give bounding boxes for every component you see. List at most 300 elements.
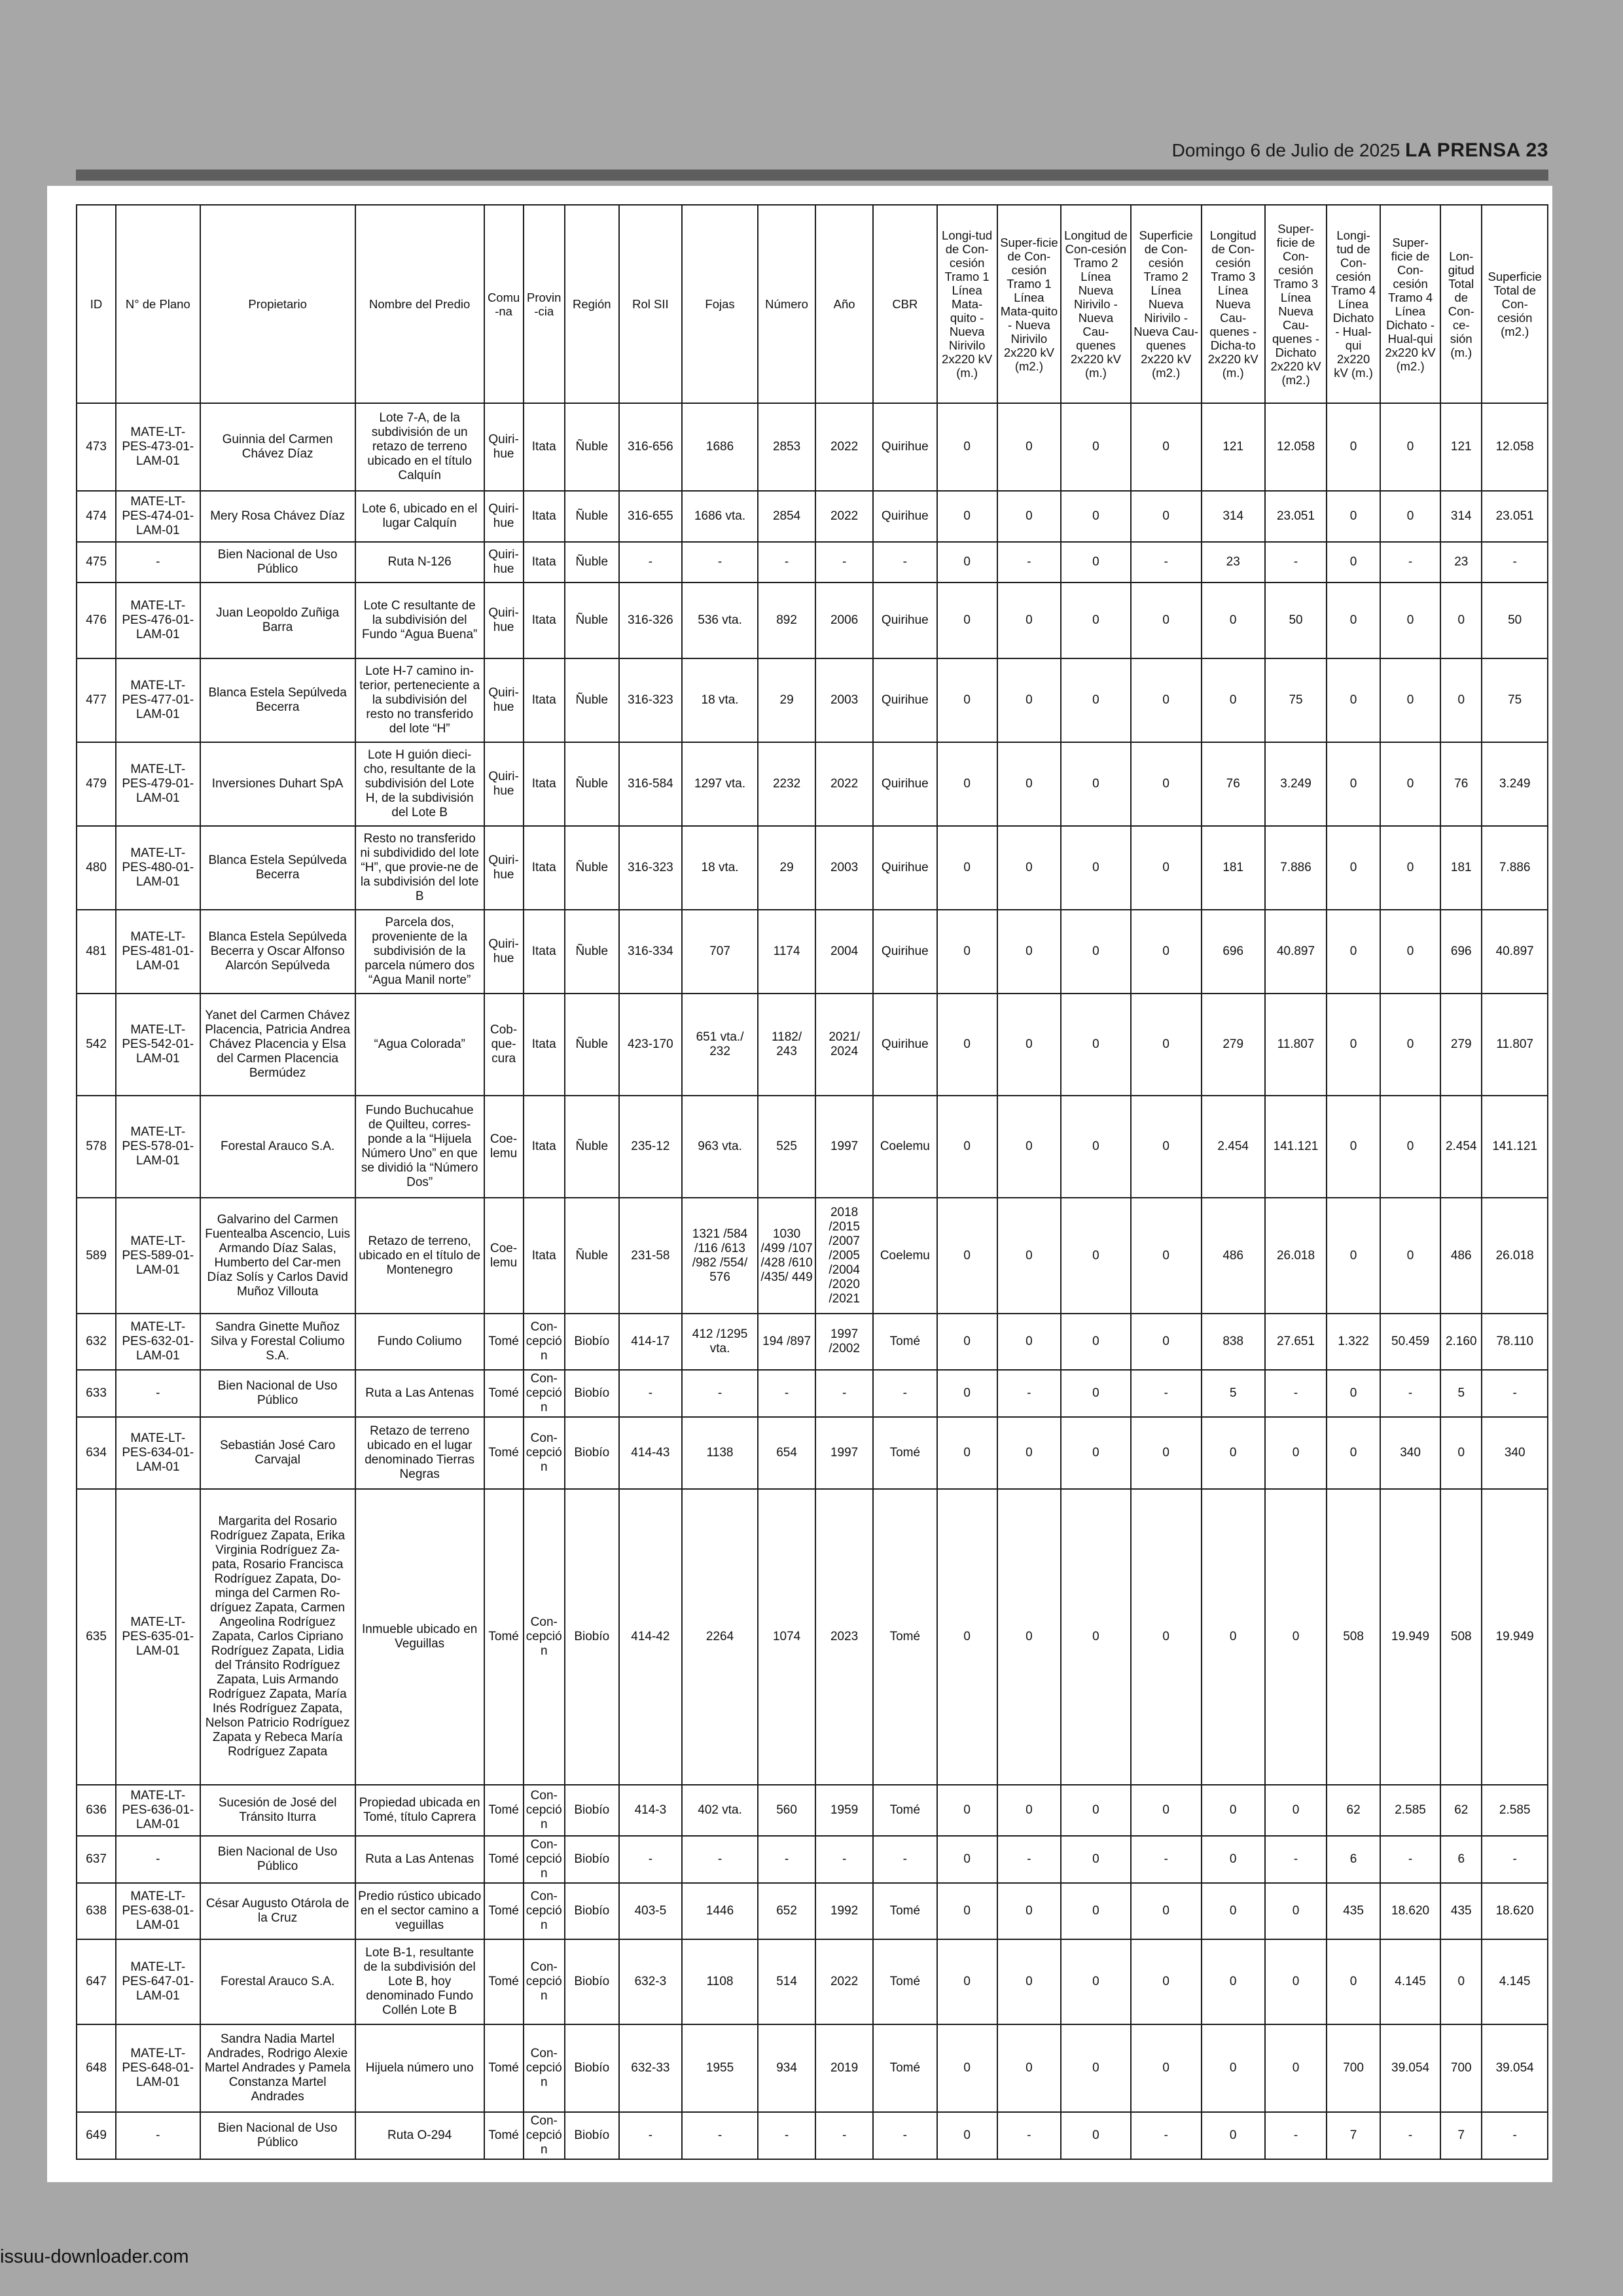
table-cell: 2003: [815, 658, 873, 742]
table-cell: 0: [937, 542, 997, 583]
table-cell: Quirihue: [873, 994, 936, 1096]
table-cell: Resto no transferido ni subdividido del lote “H”, que provie-ne de la subdivisión del lote B: [355, 826, 484, 910]
table-cell: 634: [77, 1417, 116, 1489]
table-cell: 0: [1131, 1939, 1202, 2024]
column-header: Provin-cia: [524, 205, 565, 403]
table-row: [77, 1883, 1548, 1939]
table-row: [77, 1096, 1548, 1198]
table-cell: -: [1131, 2112, 1202, 2159]
table-cell: 0: [1440, 583, 1482, 658]
table-row: [77, 2112, 1548, 2159]
table-cell: Ñuble: [565, 658, 619, 742]
table-cell: MATE-LT-PES-578-01-LAM-01: [116, 1096, 200, 1198]
column-header: Longi-tud de Con-cesión Tramo 4 Línea Dichato - Hual-qui 2x220 kV (m.): [1327, 205, 1380, 403]
table-cell: MATE-LT-PES-542-01-LAM-01: [116, 994, 200, 1096]
table-cell: Quiri-hue: [484, 542, 524, 583]
table-cell: Inmueble ubicado en Veguillas: [355, 1489, 484, 1785]
table-cell: 0: [1061, 1370, 1131, 1417]
table-cell: 1174: [758, 910, 815, 994]
table-cell: 1108: [682, 1939, 758, 2024]
table-cell: 0: [1131, 1417, 1202, 1489]
table-cell: 0: [1061, 1314, 1131, 1370]
table-cell: 2854: [758, 491, 815, 542]
table-cell: 0: [1440, 658, 1482, 742]
column-header: Longi-tud de Con-cesión Tramo 1 Línea Mata-quito - Nueva Nirivilo 2x220 kV (m.): [937, 205, 997, 403]
table-cell: 29: [758, 826, 815, 910]
table-cell: 0: [1380, 403, 1440, 491]
table-cell: Inversiones Duhart SpA: [200, 742, 355, 826]
table-cell: -: [997, 2112, 1061, 2159]
table-cell: 479: [77, 742, 116, 826]
table-cell: 2264: [682, 1489, 758, 1785]
table-cell: 475: [77, 542, 116, 583]
table-cell: 0: [1131, 1096, 1202, 1198]
table-cell: Parcela dos, proveniente de la subdivisión de la parcela número dos “Agua Manil norte”: [355, 910, 484, 994]
page-header: [76, 137, 1548, 164]
table-cell: Tomé: [484, 2024, 524, 2112]
table-cell: 0: [1131, 2024, 1202, 2112]
table-cell: Tomé: [484, 1785, 524, 1836]
table-cell: 0: [1327, 542, 1380, 583]
table-cell: Ñuble: [565, 826, 619, 910]
table-cell: 0: [1061, 994, 1131, 1096]
table-cell: -: [1131, 542, 1202, 583]
table-cell: 235-12: [619, 1096, 682, 1198]
table-cell: 633: [77, 1370, 116, 1417]
table-cell: 0: [937, 1314, 997, 1370]
table-cell: 26.018: [1265, 1198, 1327, 1314]
table-cell: 0: [997, 1314, 1061, 1370]
table-header-row: [77, 205, 1548, 403]
table-cell: MATE-LT-PES-473-01-LAM-01: [116, 403, 200, 491]
table-cell: 78.110: [1482, 1314, 1548, 1370]
table-cell: -: [619, 2112, 682, 2159]
table-cell: Biobío: [565, 1785, 619, 1836]
table-cell: MATE-LT-PES-638-01-LAM-01: [116, 1883, 200, 1939]
table-cell: Cob-que-cura: [484, 994, 524, 1096]
table-cell: -: [116, 542, 200, 583]
table-cell: 2.585: [1482, 1785, 1548, 1836]
table-cell: 0: [1061, 742, 1131, 826]
table-cell: 0: [997, 742, 1061, 826]
table-cell: 4.145: [1482, 1939, 1548, 2024]
table-cell: 0: [1131, 1785, 1202, 1836]
table-cell: 2021/ 2024: [815, 994, 873, 1096]
table-cell: 632-33: [619, 2024, 682, 2112]
table-cell: -: [815, 1370, 873, 1417]
table-cell: Itata: [524, 910, 565, 994]
table-cell: 477: [77, 658, 116, 742]
table-cell: -: [997, 1370, 1061, 1417]
table-cell: 0: [997, 403, 1061, 491]
newspaper-page: [47, 186, 1552, 2182]
table-cell: 18 vta.: [682, 658, 758, 742]
table-cell: Quirihue: [873, 910, 936, 994]
table-cell: 0: [937, 583, 997, 658]
table-cell: 23: [1440, 542, 1482, 583]
table-cell: 0: [1327, 583, 1380, 658]
table-cell: 0: [1061, 826, 1131, 910]
table-row: [77, 658, 1548, 742]
table-cell: 0: [1061, 1198, 1131, 1314]
table-cell: César Augusto Otárola de la Cruz: [200, 1883, 355, 1939]
table-cell: 0: [1131, 403, 1202, 491]
table-cell: 314: [1440, 491, 1482, 542]
table-cell: Tomé: [484, 1314, 524, 1370]
table-cell: Bien Nacional de Uso Público: [200, 1370, 355, 1417]
table-cell: 0: [1265, 1489, 1327, 1785]
table-cell: Lote H guión dieci-cho, resultante de la subdivisión del Lote H, de la subdivisión del Lote B: [355, 742, 484, 826]
table-cell: Margarita del Rosario Rodríguez Zapata, Erika Virginia Rodríguez Za-pata, Rosario Francisca Rodríguez Zapata, Do-minga del Carmen Ro-dríguez Zapata, Carmen Angeolina Rodríguez Zapata, Carlos Cipriano Rodríguez Zapata, Lidia del Tránsito Rodríguez Zapata, Luis Armando Rodríguez Zapata, María Inés Rodríguez Zapata, Nelson Patricio Rodríguez Zapata y Rebeca María Rodríguez Zapata: [200, 1489, 355, 1785]
table-cell: Propiedad ubicada en Tomé, título Caprera: [355, 1785, 484, 1836]
table-cell: 0: [1061, 542, 1131, 583]
table-cell: 4.145: [1380, 1939, 1440, 2024]
table-cell: Con-cepción: [524, 1883, 565, 1939]
table-cell: Quirihue: [873, 583, 936, 658]
table-cell: 0: [937, 1785, 997, 1836]
table-cell: 40.897: [1482, 910, 1548, 994]
table-cell: Tomé: [873, 1939, 936, 2024]
table-cell: 121: [1202, 403, 1265, 491]
table-cell: -: [1380, 1370, 1440, 1417]
table-row: [77, 542, 1548, 583]
table-cell: 0: [937, 1836, 997, 1883]
table-cell: “Agua Colorada”: [355, 994, 484, 1096]
table-cell: 2006: [815, 583, 873, 658]
table-cell: 414-3: [619, 1785, 682, 1836]
table-cell: 647: [77, 1939, 116, 2024]
table-cell: 0: [1265, 2024, 1327, 2112]
table-cell: 2023: [815, 1489, 873, 1785]
table-cell: Quiri-hue: [484, 826, 524, 910]
table-cell: 0: [1327, 1417, 1380, 1489]
table-cell: 0: [1061, 491, 1131, 542]
table-cell: Hijuela número uno: [355, 2024, 484, 2112]
table-cell: 181: [1202, 826, 1265, 910]
table-cell: 0: [1202, 2024, 1265, 2112]
table-cell: 316-334: [619, 910, 682, 994]
table-cell: 632: [77, 1314, 116, 1370]
table-cell: 1997 /2002: [815, 1314, 873, 1370]
table-cell: -: [873, 2112, 936, 2159]
table-cell: Fundo Buchucahue de Quilteu, corres-ponde a la “Hijuela Número Uno” en que se dividió la “Número Dos”: [355, 1096, 484, 1198]
table-cell: 316-323: [619, 826, 682, 910]
table-row: [77, 583, 1548, 658]
table-cell: 1686: [682, 403, 758, 491]
table-cell: 0: [1265, 1883, 1327, 1939]
column-header: Nombre del Predio: [355, 205, 484, 403]
table-cell: 0: [1265, 1939, 1327, 2024]
table-cell: 19.949: [1482, 1489, 1548, 1785]
table-cell: Con-cepción: [524, 1489, 565, 1785]
table-cell: 75: [1265, 658, 1327, 742]
table-cell: MATE-LT-PES-634-01-LAM-01: [116, 1417, 200, 1489]
table-cell: -: [1380, 2112, 1440, 2159]
table-cell: 2.585: [1380, 1785, 1440, 1836]
table-cell: Con-cepción: [524, 1836, 565, 1883]
table-cell: Coelemu: [873, 1198, 936, 1314]
table-cell: 2004: [815, 910, 873, 994]
table-cell: 0: [937, 2112, 997, 2159]
table-body: [77, 403, 1548, 2159]
table-cell: MATE-LT-PES-589-01-LAM-01: [116, 1198, 200, 1314]
table-cell: 1030 /499 /107 /428 /610 /435/ 449: [758, 1198, 815, 1314]
table-cell: Ruta a Las Antenas: [355, 1836, 484, 1883]
table-cell: 0: [1061, 583, 1131, 658]
table-cell: Quiri-hue: [484, 910, 524, 994]
table-cell: 0: [1327, 658, 1380, 742]
table-cell: Coe-lemu: [484, 1096, 524, 1198]
table-cell: 1959: [815, 1785, 873, 1836]
table-cell: 0: [997, 1417, 1061, 1489]
table-cell: 0: [1061, 403, 1131, 491]
table-cell: MATE-LT-PES-480-01-LAM-01: [116, 826, 200, 910]
table-cell: 316-326: [619, 583, 682, 658]
table-cell: 50: [1265, 583, 1327, 658]
table-cell: Tomé: [484, 1417, 524, 1489]
table-cell: -: [1131, 1370, 1202, 1417]
table-cell: 0: [1202, 1785, 1265, 1836]
table-cell: Biobío: [565, 2112, 619, 2159]
table-cell: Ñuble: [565, 542, 619, 583]
table-cell: 1955: [682, 2024, 758, 2112]
table-cell: 0: [937, 1370, 997, 1417]
table-cell: 476: [77, 583, 116, 658]
table-row: [77, 1836, 1548, 1883]
table-cell: Con-cepción: [524, 1939, 565, 2024]
table-cell: Con-cepción: [524, 2024, 565, 2112]
table-cell: -: [619, 542, 682, 583]
table-cell: -: [873, 1836, 936, 1883]
table-cell: 39.054: [1482, 2024, 1548, 2112]
table-cell: -: [758, 2112, 815, 2159]
table-cell: MATE-LT-PES-632-01-LAM-01: [116, 1314, 200, 1370]
table-cell: 3.249: [1265, 742, 1327, 826]
table-cell: 412 /1295 vta.: [682, 1314, 758, 1370]
table-cell: 435: [1327, 1883, 1380, 1939]
table-cell: Itata: [524, 583, 565, 658]
table-cell: 1686 vta.: [682, 491, 758, 542]
table-cell: -: [815, 2112, 873, 2159]
table-cell: Quiri-hue: [484, 742, 524, 826]
table-row: [77, 2024, 1548, 2112]
table-cell: MATE-LT-PES-476-01-LAM-01: [116, 583, 200, 658]
table-cell: Tomé: [873, 1883, 936, 1939]
table-cell: Quiri-hue: [484, 403, 524, 491]
table-cell: 649: [77, 2112, 116, 2159]
table-cell: 316-655: [619, 491, 682, 542]
header-date: Domingo 6 de Julio de 2025: [1171, 140, 1400, 160]
table-cell: 0: [937, 1939, 997, 2024]
table-cell: Quirihue: [873, 403, 936, 491]
table-cell: Ruta N-126: [355, 542, 484, 583]
table-cell: Tomé: [873, 1785, 936, 1836]
table-cell: Quiri-hue: [484, 491, 524, 542]
table-cell: MATE-LT-PES-479-01-LAM-01: [116, 742, 200, 826]
table-cell: 542: [77, 994, 116, 1096]
watermark-text: issuu-downloader.com: [0, 2246, 189, 2267]
table-cell: Quirihue: [873, 826, 936, 910]
table-cell: 0: [1380, 910, 1440, 994]
table-cell: 637: [77, 1836, 116, 1883]
table-cell: 423-170: [619, 994, 682, 1096]
table-cell: Con-cepción: [524, 2112, 565, 2159]
table-cell: 0: [1380, 994, 1440, 1096]
table-cell: 0: [1202, 658, 1265, 742]
table-cell: 0: [937, 403, 997, 491]
table-cell: 121: [1440, 403, 1482, 491]
table-cell: 50.459: [1380, 1314, 1440, 1370]
table-cell: 1074: [758, 1489, 815, 1785]
table-cell: 0: [997, 1489, 1061, 1785]
table-cell: 0: [1327, 1939, 1380, 2024]
table-cell: 0: [1131, 742, 1202, 826]
table-cell: 435: [1440, 1883, 1482, 1939]
table-cell: 635: [77, 1489, 116, 1785]
table-cell: 0: [937, 910, 997, 994]
table-row: [77, 1417, 1548, 1489]
table-cell: 0: [1131, 491, 1202, 542]
table-cell: 636: [77, 1785, 116, 1836]
table-cell: Quiri-hue: [484, 658, 524, 742]
table-cell: -: [116, 2112, 200, 2159]
table-cell: -: [815, 1836, 873, 1883]
table-cell: 2018 /2015 /2007 /2005 /2004 /2020 /2021: [815, 1198, 873, 1314]
table-cell: Tomé: [873, 2024, 936, 2112]
table-cell: 29: [758, 658, 815, 742]
table-cell: 0: [1380, 491, 1440, 542]
concession-table: [76, 204, 1548, 2160]
table-cell: Lote C resultante de la subdivisión del Fundo “Agua Buena”: [355, 583, 484, 658]
table-cell: -: [1380, 1836, 1440, 1883]
column-header: Comu-na: [484, 205, 524, 403]
table-row: [77, 826, 1548, 910]
table-cell: 1138: [682, 1417, 758, 1489]
table-cell: 0: [997, 2024, 1061, 2112]
table-cell: 5: [1202, 1370, 1265, 1417]
table-cell: -: [997, 1836, 1061, 1883]
table-cell: 23.051: [1482, 491, 1548, 542]
table-cell: 0: [1061, 1489, 1131, 1785]
table-cell: 0: [1061, 1836, 1131, 1883]
table-cell: Ñuble: [565, 742, 619, 826]
table-cell: -: [682, 542, 758, 583]
table-cell: 0: [1440, 1417, 1482, 1489]
table-cell: -: [1380, 542, 1440, 583]
table-cell: 39.054: [1380, 2024, 1440, 2112]
table-cell: 1992: [815, 1883, 873, 1939]
table-cell: 0: [1131, 1489, 1202, 1785]
table-cell: -: [682, 1370, 758, 1417]
table-cell: 0: [1327, 1096, 1380, 1198]
table-cell: 638: [77, 1883, 116, 1939]
table-cell: Tomé: [484, 1883, 524, 1939]
table-cell: Itata: [524, 1198, 565, 1314]
table-cell: -: [1131, 1836, 1202, 1883]
column-header: Propietario: [200, 205, 355, 403]
table-row: [77, 1314, 1548, 1370]
table-cell: 5: [1440, 1370, 1482, 1417]
table-cell: 340: [1482, 1417, 1548, 1489]
table-cell: 0: [997, 658, 1061, 742]
table-cell: 26.018: [1482, 1198, 1548, 1314]
column-header: Fojas: [682, 205, 758, 403]
table-cell: 316-323: [619, 658, 682, 742]
table-cell: 6: [1327, 1836, 1380, 1883]
table-cell: 0: [1131, 1883, 1202, 1939]
table-cell: -: [116, 1370, 200, 1417]
column-header: CBR: [873, 205, 936, 403]
column-header: Longitud de Con-cesión Tramo 3 Línea Nueva Cau-quenes - Dicha-to 2x220 kV (m.): [1202, 205, 1265, 403]
table-cell: 0: [1380, 826, 1440, 910]
table-cell: Biobío: [565, 1836, 619, 1883]
table-cell: 2853: [758, 403, 815, 491]
table-cell: -: [1482, 1370, 1548, 1417]
column-header: Rol SII: [619, 205, 682, 403]
table-cell: -: [873, 1370, 936, 1417]
table-cell: 3.249: [1482, 742, 1548, 826]
table-cell: -: [997, 542, 1061, 583]
table-cell: MATE-LT-PES-474-01-LAM-01: [116, 491, 200, 542]
column-header: ID: [77, 205, 116, 403]
table-cell: MATE-LT-PES-647-01-LAM-01: [116, 1939, 200, 2024]
table-cell: 231-58: [619, 1198, 682, 1314]
column-header: Región: [565, 205, 619, 403]
table-cell: Sucesión de José del Tránsito Iturra: [200, 1785, 355, 1836]
table-cell: 0: [1061, 2024, 1131, 2112]
table-cell: 0: [997, 583, 1061, 658]
table-cell: Predio rústico ubicado en el sector camino a veguillas: [355, 1883, 484, 1939]
table-cell: Quirihue: [873, 742, 936, 826]
publication-name: LA PRENSA: [1405, 139, 1521, 161]
table-cell: Yanet del Carmen Chávez Placencia, Patricia Andrea Chávez Placencia y Elsa del Carmen Placencia Bermúdez: [200, 994, 355, 1096]
table-cell: -: [758, 1370, 815, 1417]
table-cell: -: [1482, 2112, 1548, 2159]
table-cell: 0: [1131, 583, 1202, 658]
table-cell: Lote 7-A, de la subdivisión de un retazo de terreno ubicado en el título Calquín: [355, 403, 484, 491]
table-cell: Con-cepción: [524, 1314, 565, 1370]
table-cell: 1997: [815, 1096, 873, 1198]
table-cell: Ruta O-294: [355, 2112, 484, 2159]
table-cell: 1182/ 243: [758, 994, 815, 1096]
table-cell: 0: [937, 1489, 997, 1785]
table-row: [77, 1785, 1548, 1836]
table-cell: Bien Nacional de Uso Público: [200, 542, 355, 583]
table-cell: Biobío: [565, 1314, 619, 1370]
table-cell: Galvarino del Carmen Fuentealba Ascencio, Luis Armando Díaz Salas, Humberto del Car-men Díaz Solís y Carlos David Muñoz Villouta: [200, 1198, 355, 1314]
table-cell: 0: [937, 826, 997, 910]
table-cell: 62: [1327, 1785, 1380, 1836]
table-cell: 486: [1202, 1198, 1265, 1314]
table-cell: 314: [1202, 491, 1265, 542]
table-cell: 696: [1202, 910, 1265, 994]
table-cell: 0: [1202, 583, 1265, 658]
table-row: [77, 1939, 1548, 2024]
header-rule: [76, 170, 1548, 181]
table-cell: -: [1482, 542, 1548, 583]
table-cell: 1297 vta.: [682, 742, 758, 826]
table-cell: 0: [997, 910, 1061, 994]
table-cell: 480: [77, 826, 116, 910]
table-cell: -: [619, 1370, 682, 1417]
table-cell: 0: [1061, 1096, 1131, 1198]
table-cell: 648: [77, 2024, 116, 2112]
table-cell: 0: [997, 826, 1061, 910]
table-cell: Blanca Estela Sepúlveda Becerra y Oscar Alfonso Alarcón Sepúlveda: [200, 910, 355, 994]
column-header: Super-ficie de Con-cesión Tramo 3 Línea Nueva Cau-quenes - Dichato 2x220 kV (m2.): [1265, 205, 1327, 403]
table-cell: Ñuble: [565, 403, 619, 491]
table-cell: Ñuble: [565, 1198, 619, 1314]
